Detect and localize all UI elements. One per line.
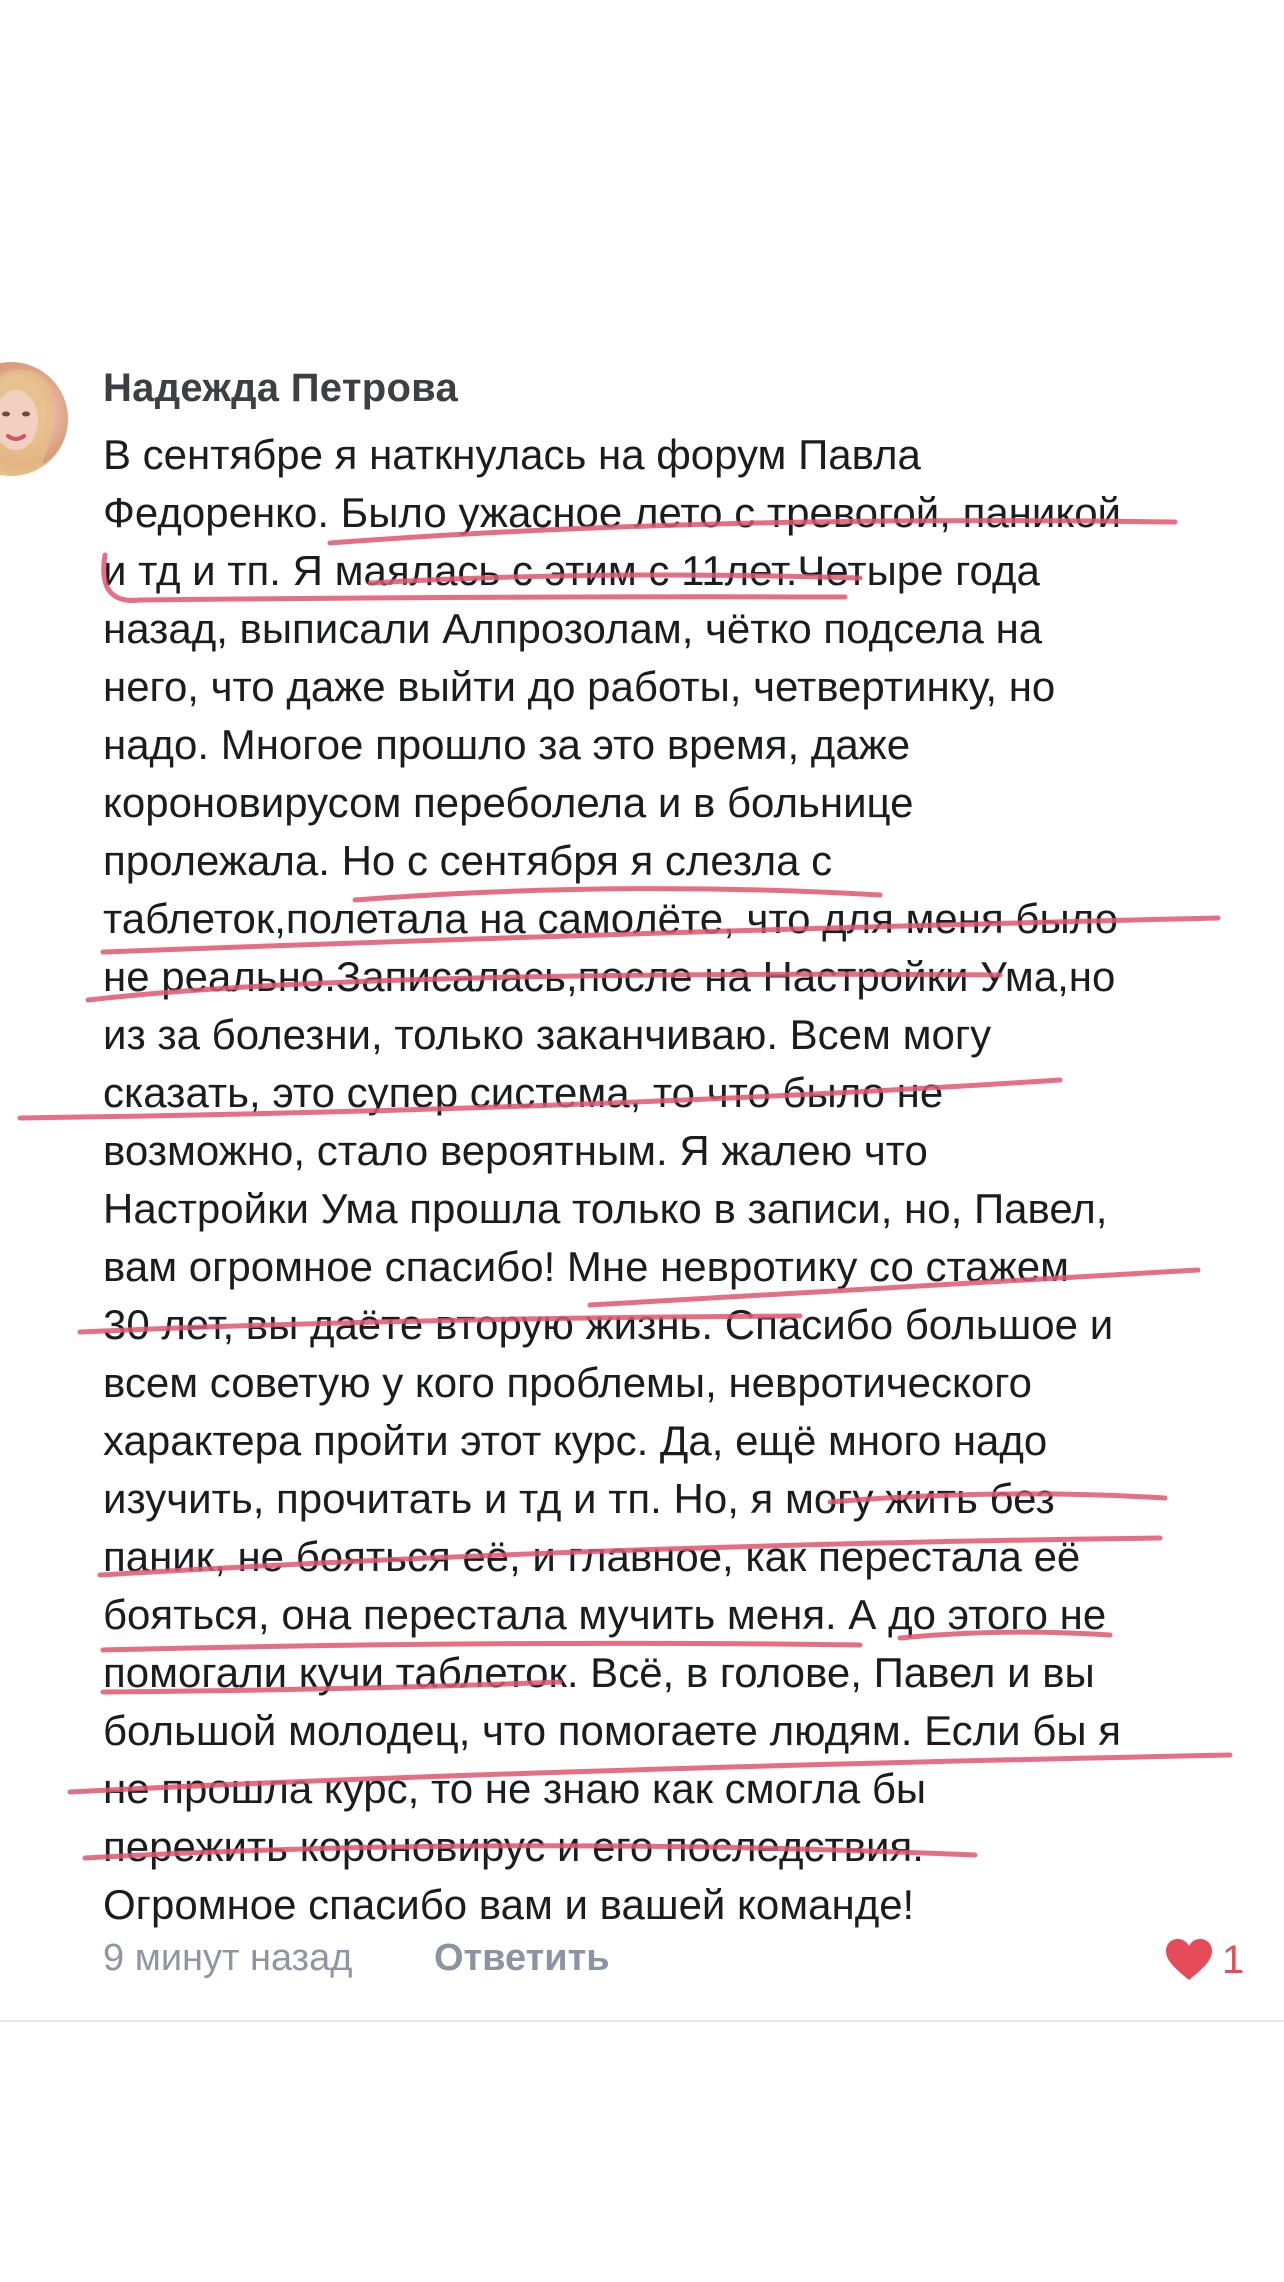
like-count: 1 — [1222, 1937, 1245, 1982]
comment-line: характера пройти этот курс. Да, ещё много надо — [103, 1417, 1048, 1464]
comment-line: бояться, она перестала мучить меня. А до этого не — [103, 1591, 1107, 1638]
heart-icon — [1164, 1938, 1214, 1982]
comment-line: не прошла курс, то не знаю как смогла бы — [103, 1765, 927, 1812]
comment-line: и тд и тп. Я маялась с этим с 11лет.Четыре года — [103, 547, 1040, 594]
comment-line: Федоренко. Было ужасное лето с тревогой, паникой — [103, 489, 1122, 536]
comment-line: вам огромное спасибо! Мне невротику со стажем — [103, 1243, 1069, 1290]
comment-line: паник, не бояться её, и главное, как перестала её — [103, 1533, 1081, 1580]
comment-line: назад, выписали Алпрозолам, чётко подсела на — [103, 605, 1043, 652]
author-name[interactable]: Надежда Петрова — [103, 366, 459, 410]
like-button[interactable] — [1164, 1934, 1244, 1986]
comment-line: помогали кучи таблеток. Всё, в голове, Павел и вы — [103, 1649, 1095, 1696]
comment-line: В сентябре я наткнулась на форум Павла — [103, 431, 921, 478]
comment-line: изучить, прочитать и тд и тп. Но, я могу жить без — [103, 1475, 1055, 1522]
comment-line: Огромное спасибо вам и вашей команде! — [103, 1881, 915, 1928]
avatar[interactable] — [0, 362, 68, 476]
comment-line: возможно, стало вероятным. Я жалею что — [103, 1127, 928, 1174]
comment-line: не реально.Записалась,после на Настройки Ума,но — [103, 953, 1116, 1000]
reply-button[interactable]: Ответить — [434, 1937, 610, 1979]
comment-line: всем советую у кого проблемы, невротического — [103, 1359, 1033, 1406]
comment-line: пережить короновирус и его последствия. — [103, 1823, 924, 1870]
comment-line: надо. Многое прошло за это время, даже — [103, 721, 911, 768]
comment-line: из за болезни, только заканчиваю. Всем могу — [103, 1011, 992, 1058]
comment-line: короновирусом переболела и в больнице — [103, 779, 914, 826]
comment-line: Настройки Ума прошла только в записи, но, Павел, — [103, 1185, 1108, 1232]
divider — [0, 2020, 1284, 2022]
timestamp: 9 минут назад — [103, 1937, 353, 1979]
comment-line: пролежала. Но с сентября я слезла с — [103, 837, 833, 884]
comment-line: большой молодец, что помогаете людям. Если бы я — [103, 1707, 1121, 1754]
comment-text — [103, 426, 1263, 1934]
comment-line: сказать, это супер система, то что было не — [103, 1069, 944, 1116]
comment-line: 30 лет, вы даёте вторую жизнь. Спасибо большое и — [103, 1301, 1114, 1348]
comment-line: него, что даже выйти до работы, четвертинку, но — [103, 663, 1056, 710]
comment-line: таблеток,полетала на самолёте, что для меня было — [103, 895, 1118, 942]
